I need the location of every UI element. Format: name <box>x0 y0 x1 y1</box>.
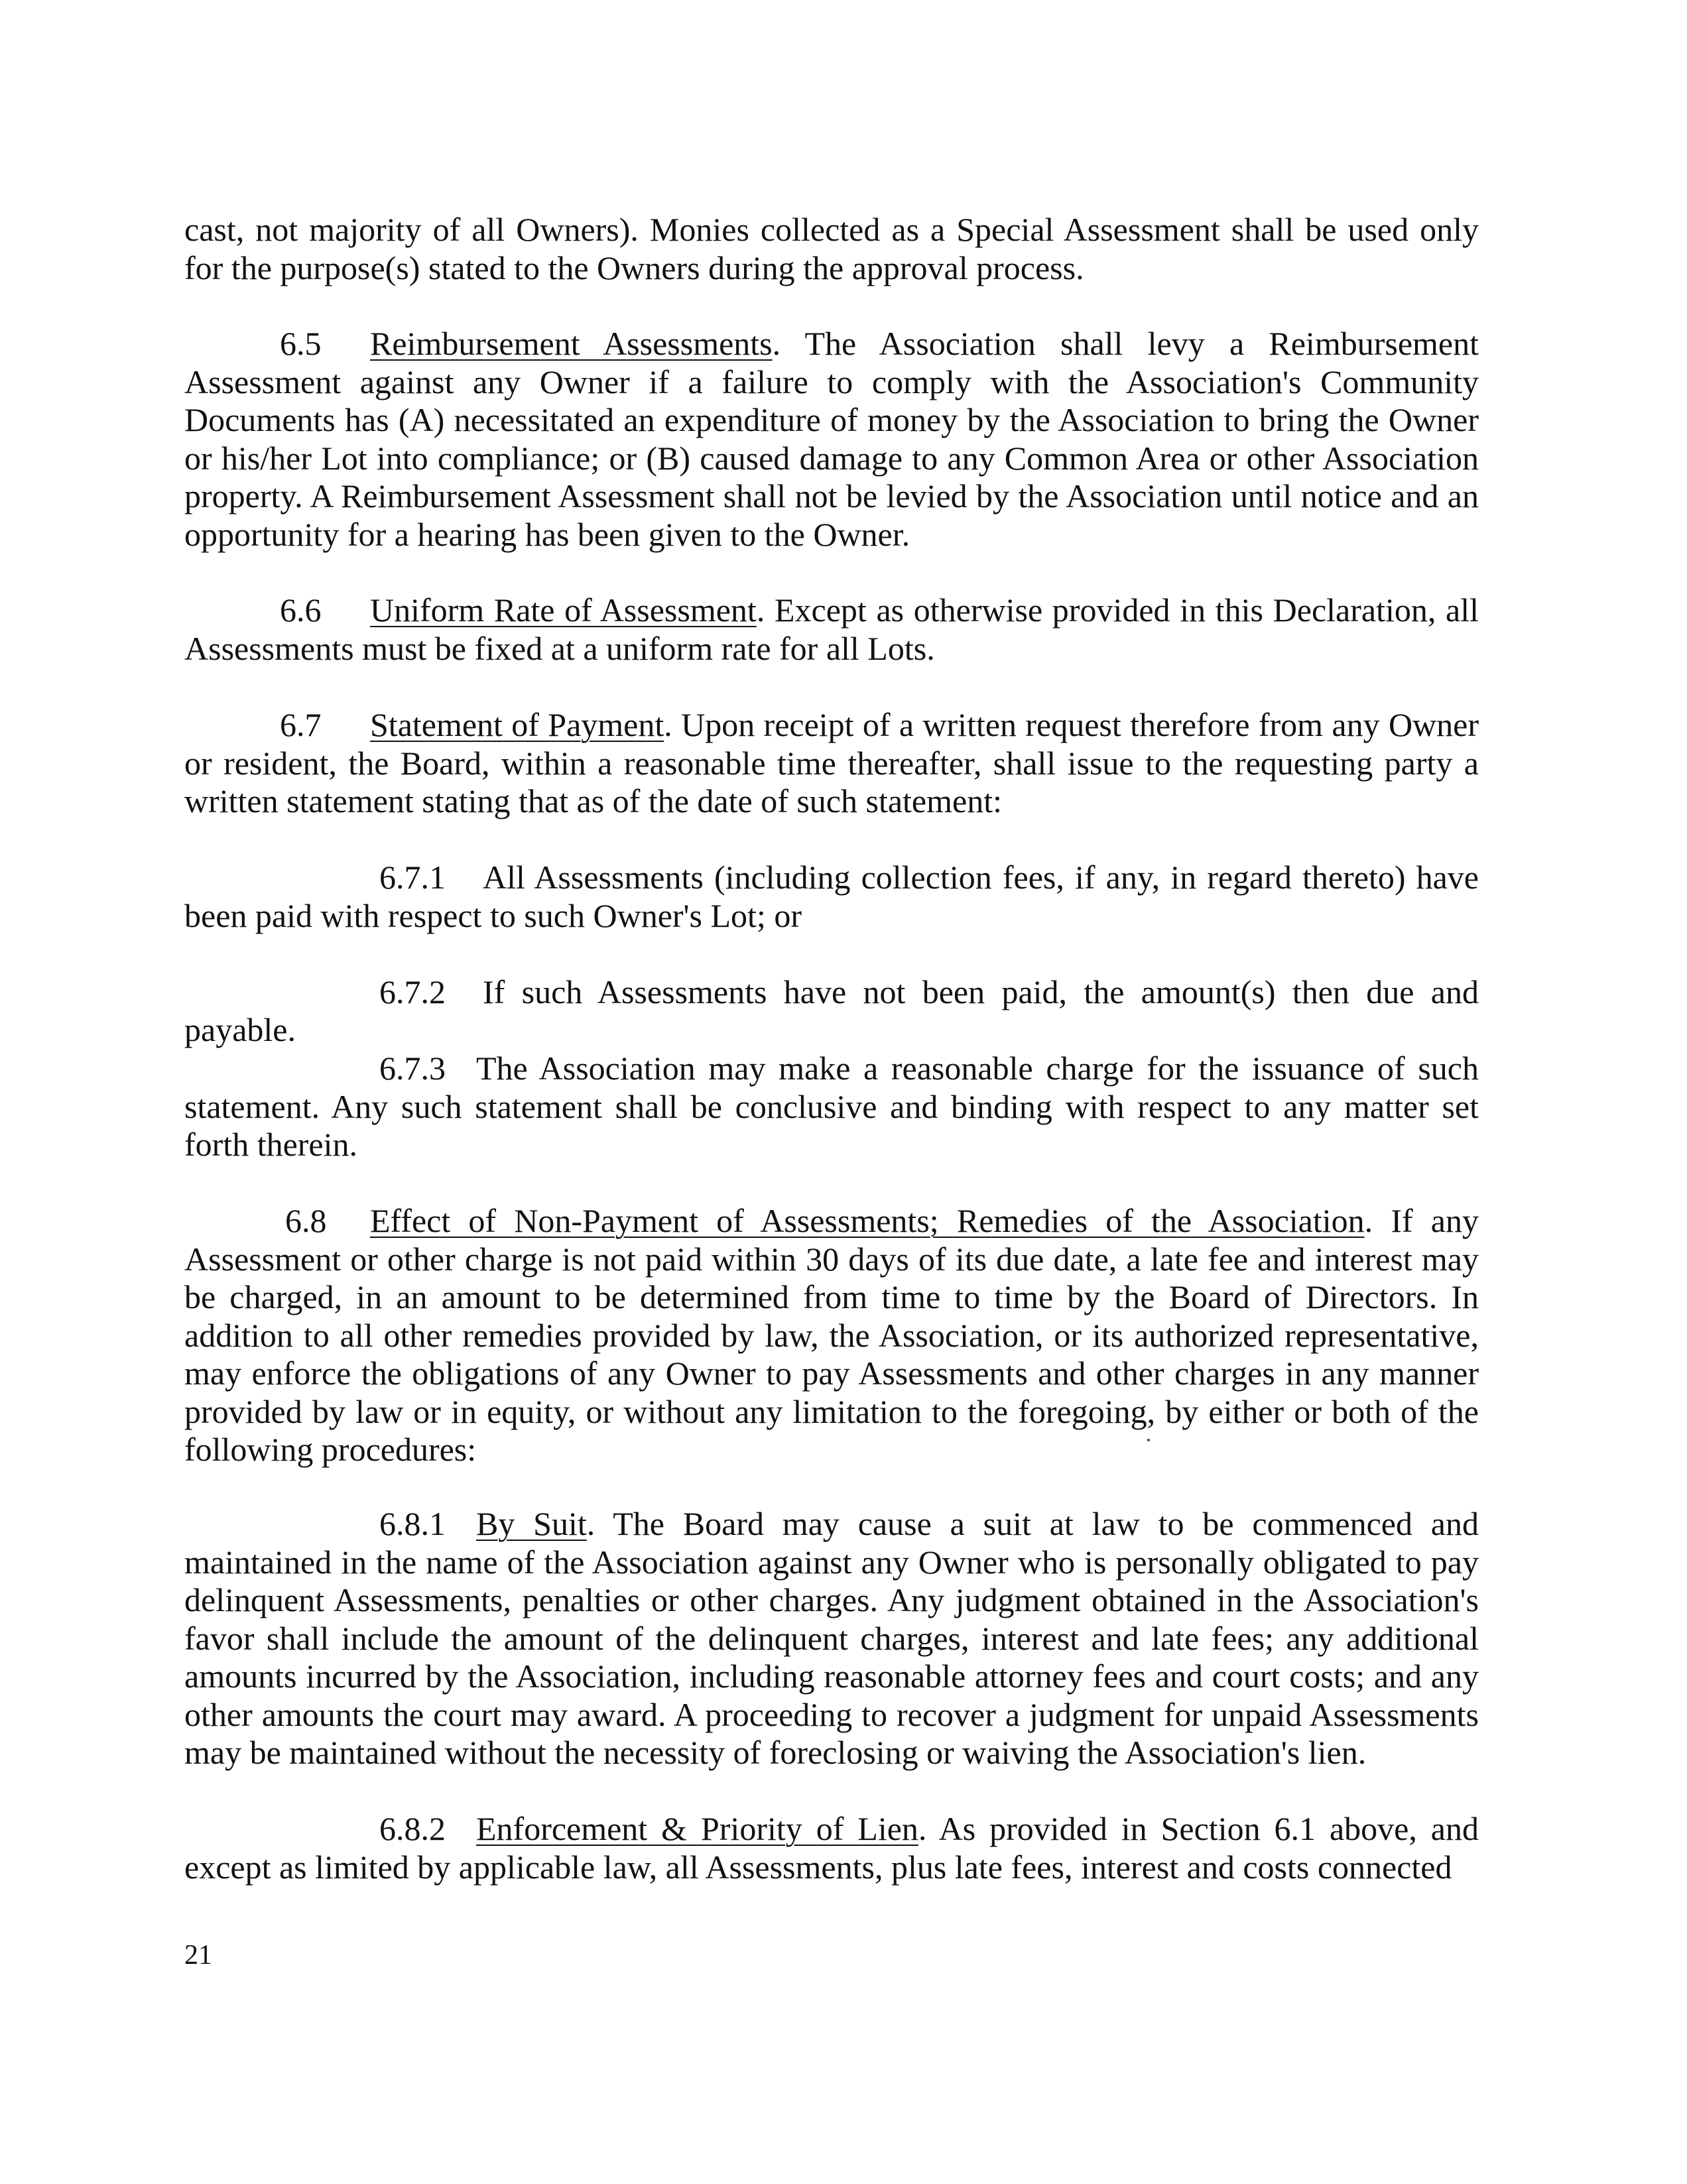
subsection-number: 6.7.3 <box>379 1050 446 1087</box>
section-title: Reimbursement Assessments <box>370 325 773 362</box>
section-body: . The Association shall levy a Reimbursement Assessment against any Owner if a failure to comply with the Association's Community Documents has (A) necessitated an expenditure of money by the Association to bring the Owner or his/her Lot into compliance; or (B) caused damage to any Common Area or other Association property. A Reimbursement Assessment shall not be levied by the Association until notice and an opportunity for a hearing has been given to the Owner. <box>184 325 1479 553</box>
intro-text: cast, not majority of all Owners). Monies collected as a Special Assessment shall be used only for the purpose(s) stated to the Owners during the approval process. <box>184 211 1479 286</box>
section-body: . Except as otherwise provided in this Declaration, all Assessments must be fixed at a uniform rate for all Lots. <box>184 591 1479 667</box>
subsection-number: 6.7.1 <box>379 859 446 896</box>
subsection-title: Enforcement & Priority of Lien <box>476 1810 918 1847</box>
subsection-6-7-1 <box>184 859 1479 935</box>
section-title: Statement of Payment <box>370 706 664 743</box>
subsection-body: All Assessments (including collection fees, if any, in regard thereto) have been paid with respect to such Owner's Lot; or <box>184 859 1479 934</box>
subsection-6-7-3 <box>184 1050 1479 1164</box>
section-body: . Upon receipt of a written request therefore from any Owner or resident, the Board, within a reasonable time thereafter, shall issue to the requesting party a written statement stating that as of the date of such statement: <box>184 706 1479 819</box>
section-6-8 <box>184 1202 1479 1469</box>
section-6-6 <box>184 591 1479 668</box>
section-number: 6.5 <box>280 325 322 362</box>
subsection-6-8-2 <box>184 1810 1479 1886</box>
subsection-number: 6.8.2 <box>379 1810 446 1847</box>
subsection-6-7-2 <box>184 973 1479 1012</box>
subsection-body: If such Assessments have not been paid, the amount(s) then due and <box>483 973 1479 1010</box>
intro-paragraph <box>184 211 1479 287</box>
scan-speck <box>1147 1439 1150 1441</box>
section-number: 6.8 <box>285 1202 327 1239</box>
section-title: Uniform Rate of Assessment <box>370 591 757 629</box>
continuation-text: payable. <box>184 1011 296 1048</box>
subsection-body: . The Board may cause a suit at law to be commenced and maintained in the name of the Association against any Owner who is personally obligated to pay delinquent Assessments, penalties or other charges. Any judgment obtained in the Association's favor shall include the amount of the delinquent charges, interest and late fees; any additional amounts incurred by the Association, including reasonable attorney fees and court costs; and any other amounts the court may award. A proceeding to recover a judgment for unpaid Assessments may be maintained without the necessity of foreclosing or waiving the Association's lien. <box>184 1505 1479 1771</box>
subsection-title: By Suit <box>476 1505 587 1542</box>
subsection-number: 6.7.2 <box>379 973 446 1010</box>
section-number: 6.6 <box>280 591 322 629</box>
section-title: Effect of Non-Payment of Assessments; Remedies of the Association <box>370 1202 1365 1239</box>
subsection-number: 6.8.1 <box>379 1505 446 1542</box>
section-body: . If any Assessment or other charge is not paid within 30 days of its due date, a late fee and interest may be charged, in an amount to be determined from time to time by the Board of Directors. In addition to all other remedies provided by law, the Association, or its authorized representative, may enforce the obligations of any Owner to pay Assessments and other charges in any manner provided by law or in equity, or without any limitation to the foregoing, by either or both of the following procedures: <box>184 1202 1479 1468</box>
subsection-body: . As provided in Section 6.1 above, and except as limited by applicable law, all Assessments, plus late fees, interest and costs connected <box>184 1810 1479 1886</box>
section-6-5 <box>184 325 1479 554</box>
subsection-6-8-1 <box>184 1505 1479 1772</box>
subsection-body: The Association may make a reasonable charge for the issuance of such statement. Any such statement shall be conclusive and binding with respect to any matter set forth therein. <box>184 1050 1479 1163</box>
page-number: 21 <box>184 1940 212 1971</box>
section-number: 6.7 <box>280 706 322 743</box>
section-6-7 <box>184 706 1479 821</box>
subsection-6-7-2-continuation <box>184 1011 1479 1050</box>
